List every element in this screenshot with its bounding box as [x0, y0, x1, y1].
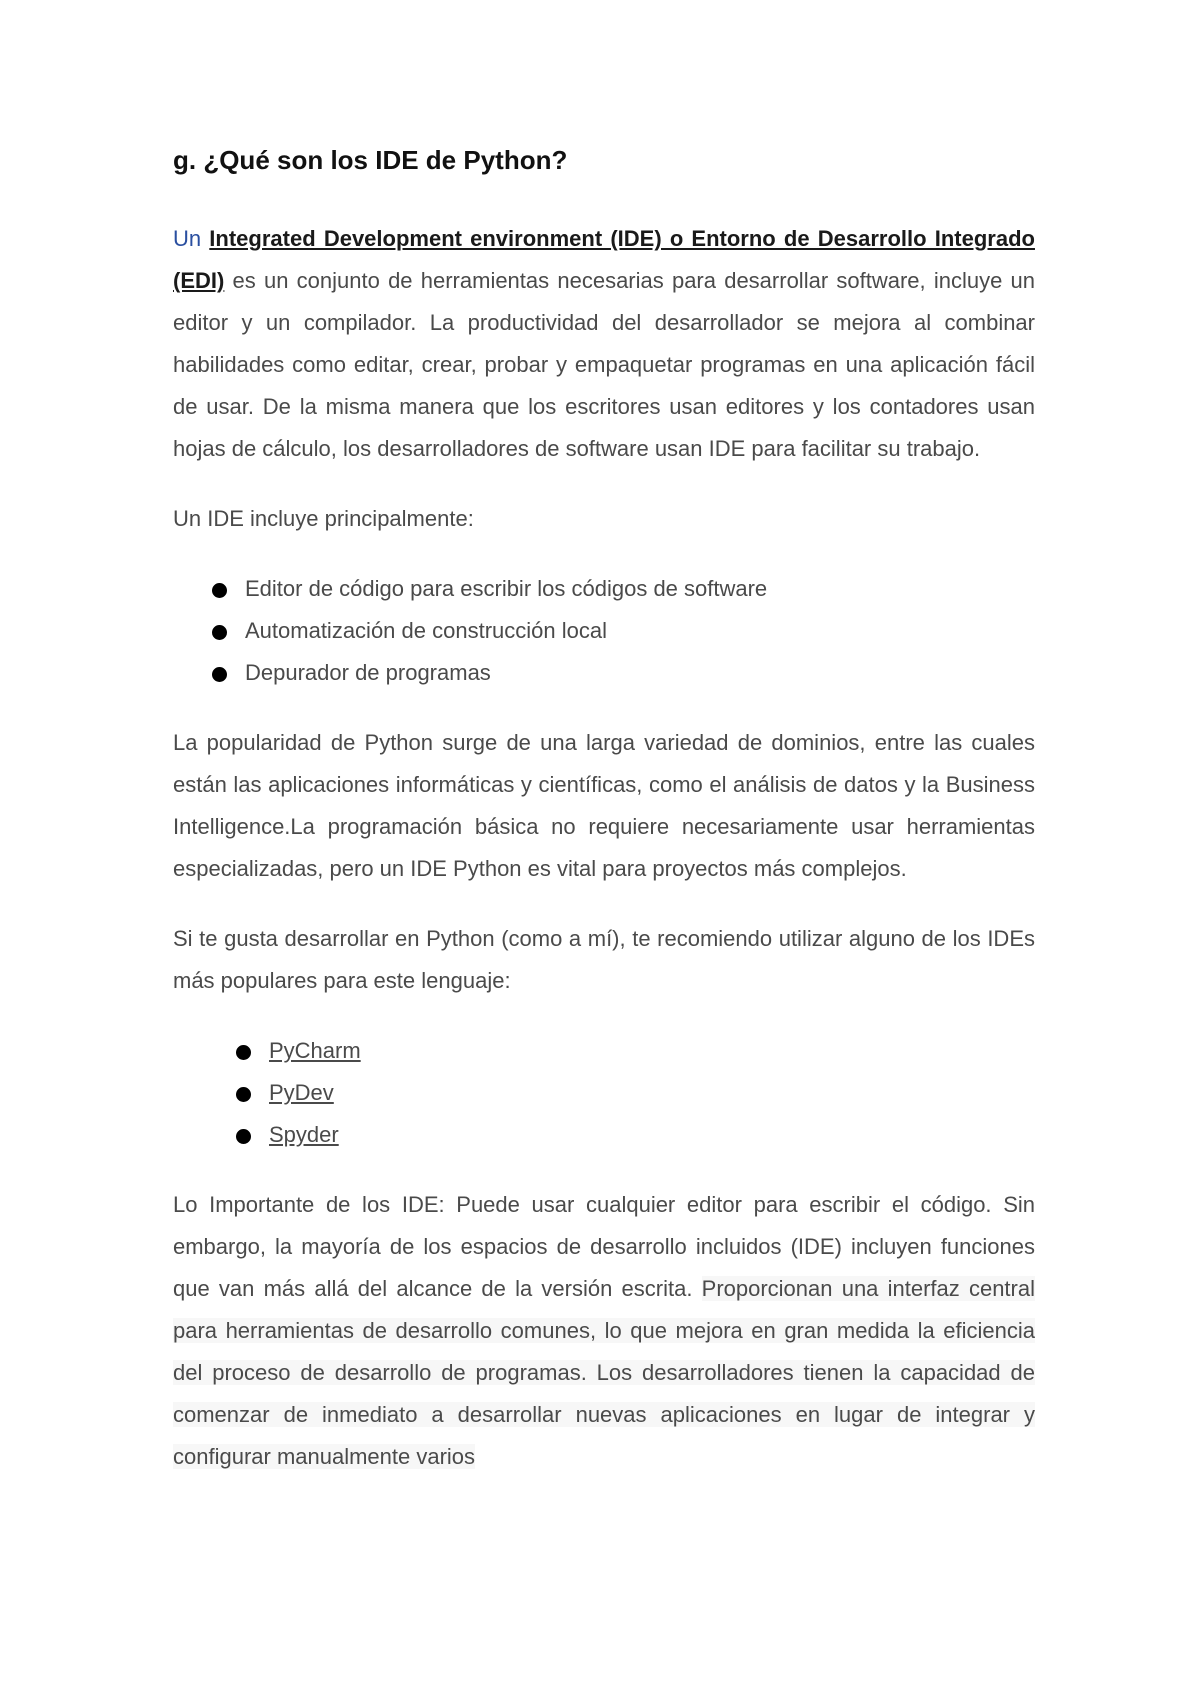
intro-paragraph [173, 218, 1035, 470]
list-item [173, 1072, 1035, 1114]
popularity-paragraph: La popularidad de Python surge de una larga variedad de dominios, entre las cuales están las aplicaciones informáticas y científicas, como el análisis de datos y la Business Intelligence.La programación básica no requiere necesariamente usar herramientas especializadas, pero un IDE Python es vital para proyectos más complejos. [173, 730, 1035, 881]
bullet-icon [236, 1129, 251, 1144]
section-heading: g. ¿Qué son los IDE de Python? [173, 145, 568, 175]
list-item: Depurador de programas [173, 652, 1035, 694]
intro-lead: Un [173, 226, 210, 251]
list-item [173, 1114, 1035, 1156]
importance-paragraph [173, 1184, 1035, 1478]
pydev-link[interactable]: PyDev [269, 1080, 334, 1105]
list-item [173, 1030, 1035, 1072]
spyder-link[interactable]: Spyder [269, 1122, 339, 1147]
list-item: Editor de código para escribir los códigos de software [173, 568, 1035, 610]
recommend-paragraph: Si te gusta desarrollar en Python (como a mí), te recomiendo utilizar alguno de los IDEs más populares para este lenguaje: [173, 926, 1035, 993]
intro-rest: es un conjunto de herramientas necesarias para desarrollar software, incluye un editor y un compilador. La productividad del desarrollador se mejora al combinar habilidades como editar, crear, probar y empaquetar programas en una aplicación fácil de usar. De la misma manera que los escritores usan editores y los contadores usan hojas de cálculo, los desarrolladores de software usan IDE para facilitar su trabajo. [173, 268, 1035, 461]
pycharm-link[interactable]: PyCharm [269, 1038, 361, 1063]
bullet-icon [236, 1045, 251, 1060]
bullet-icon [212, 667, 227, 682]
bullet-icon [236, 1087, 251, 1102]
ide-definition-link[interactable]: Integrated Development environment (IDE) o Entorno de Desarrollo Integrado (EDI) [173, 226, 1035, 293]
list-item: Automatización de construcción local [173, 610, 1035, 652]
document-page [173, 140, 1035, 1478]
includes-intro: Un IDE incluye principalmente: [173, 506, 474, 531]
importance-part2: Proporcionan una interfaz central para herramientas de desarrollo comunes, lo que mejora en gran medida la eficiencia del proceso de desarrollo de programas. Los desarrolladores tienen la capacidad de comenzar de inmediato a desarrollar nuevas aplicaciones en lugar de integrar y configurar manualmente varios [173, 1276, 1035, 1469]
importance-part1: Lo Importante de los IDE: Puede usar cualquier editor para escribir el código. Sin embargo, la mayoría de los espacios de desarrollo incluidos (IDE) incluyen funciones que van más allá del alcance de la versión escrita. [173, 1192, 1035, 1301]
includes-list [173, 568, 1035, 694]
ide-links-list [173, 1030, 1035, 1156]
bullet-icon [212, 625, 227, 640]
bullet-icon [212, 583, 227, 598]
